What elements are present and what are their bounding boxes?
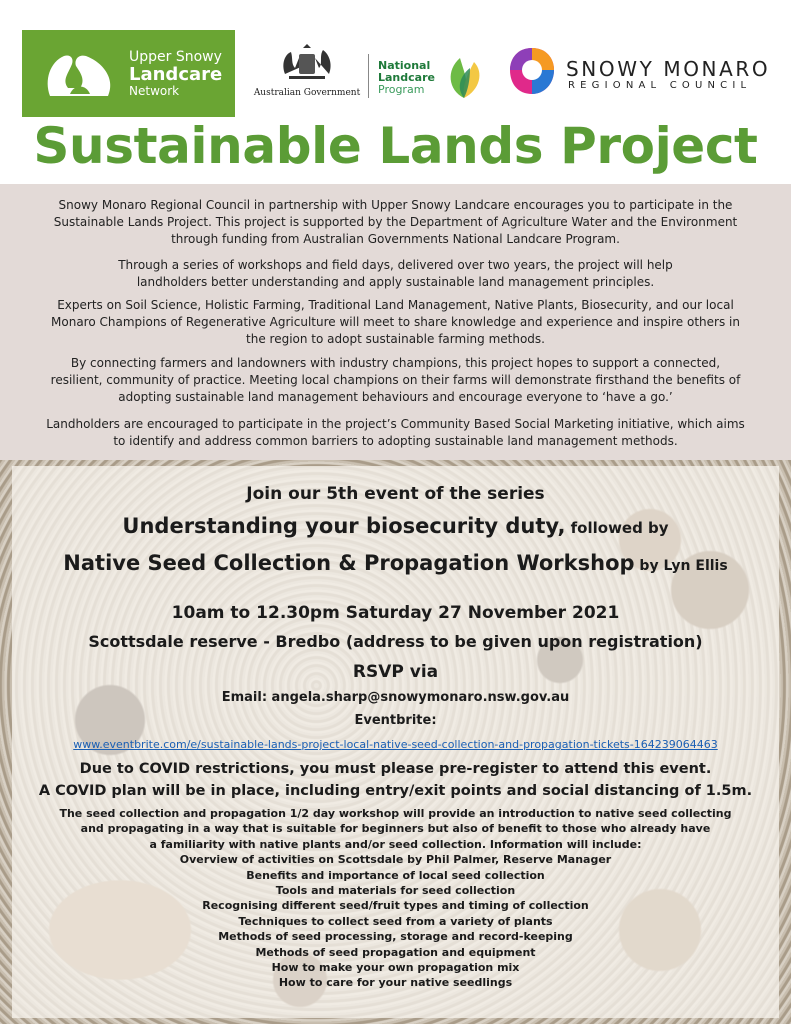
intro-p1-line: Sustainable Lands Project. This project is supported by the Department of Agriculture Water and the Environment bbox=[53, 215, 738, 229]
headline-2-main: Native Seed Collection & Propagation Workshop bbox=[63, 551, 635, 575]
topic-item: How to make your own propagation mix bbox=[271, 961, 520, 975]
event-time: 10am to 12.30pm Saturday 27 November 2021 bbox=[171, 603, 620, 623]
rsvp-email[interactable]: Email: angela.sharp@snowymonaro.nsw.gov.au bbox=[221, 690, 570, 705]
topic-item: Tools and materials for seed collection bbox=[275, 884, 516, 898]
topic-item: How to care for your native seedlings bbox=[278, 976, 513, 990]
event-headline-2 bbox=[0, 551, 791, 575]
covid-notice-1: Due to COVID restrictions, you must please pre-register to attend this event. bbox=[79, 761, 712, 777]
usl-line1: Upper Snowy bbox=[129, 49, 222, 65]
intro-paragraph-1 bbox=[20, 197, 771, 248]
topic-item: Recognising different seed/fruit types and timing of collection bbox=[202, 899, 589, 913]
description-line: a familiarity with native plants and/or seed collection. Information will include: bbox=[149, 837, 642, 851]
logo-divider bbox=[368, 54, 369, 98]
intro-paragraph-2 bbox=[20, 257, 771, 291]
leaf-icon bbox=[440, 54, 488, 100]
headline-1-main: Understanding your biosecurity duty, bbox=[122, 514, 566, 538]
regional-council-text: REGIONAL COUNCIL bbox=[568, 80, 752, 91]
usl-line2: Landcare bbox=[129, 64, 223, 86]
headline-2-tail: by Lyn Ellis bbox=[634, 558, 728, 574]
event-series-intro: Join our 5th event of the series bbox=[246, 484, 545, 504]
covid-notice-2: A COVID plan will be in place, including entry/exit points and social distancing of 1.5m. bbox=[38, 783, 753, 799]
intro-paragraph-4 bbox=[20, 355, 771, 406]
snowy-monaro-name: SNOWY MONARO bbox=[566, 57, 771, 81]
event-location: Scottsdale reserve - Bredbo (address to be given upon registration) bbox=[88, 632, 703, 651]
nlp-line3: Program bbox=[378, 83, 425, 97]
intro-section bbox=[0, 184, 791, 460]
rsvp-heading: RSVP via bbox=[352, 662, 439, 682]
topic-item: Overview of activities on Scottsdale by Phil Palmer, Reserve Manager bbox=[179, 853, 612, 867]
australian-government-text: Australian Government bbox=[253, 88, 361, 98]
australian-government-logo bbox=[252, 44, 362, 98]
topic-item: Techniques to collect seed from a variety of plants bbox=[238, 914, 553, 928]
topic-item: Methods of seed propagation and equipment bbox=[255, 945, 536, 959]
event-headline-1 bbox=[0, 514, 791, 538]
intro-p3-line: Monaro Champions of Regenerative Agriculture will meet to share knowledge and experience and inspire others in bbox=[51, 315, 740, 329]
intro-p4-line: adopting sustainable land management behaviours and encourage everyone to ‘have a go.’ bbox=[118, 390, 673, 404]
intro-p5-line: to identify and address common barriers to adopting sustainable land management methods. bbox=[113, 434, 678, 448]
topic-item: Methods of seed processing, storage and record-keeping bbox=[218, 930, 573, 944]
coat-of-arms-icon bbox=[279, 44, 335, 82]
header bbox=[0, 0, 791, 184]
description-line: The seed collection and propagation 1/2 day workshop will provide an introduction to native seed collecting bbox=[59, 807, 732, 820]
national-landcare-program-logo bbox=[378, 60, 435, 96]
workshop-details bbox=[20, 806, 771, 991]
intro-p4-line: resilient, community of practice. Meeting local champions on their farms will demonstrate firsthand the benefits of bbox=[50, 373, 741, 387]
nlp-line2: Landcare bbox=[378, 71, 435, 85]
description-line: and propagating in a way that is suitable for beginners but also of benefit to those who already have bbox=[80, 822, 711, 836]
eventbrite-link[interactable]: www.eventbrite.com/e/sustainable-lands-project-local-native-seed-collection-and-propagation-tickets-164239064463 bbox=[73, 738, 718, 751]
upper-snowy-landcare-logo bbox=[22, 30, 235, 117]
intro-p2-line: landholders better understanding and apply sustainable land management principles. bbox=[136, 275, 655, 289]
snowy-monaro-logo-mark-icon bbox=[508, 46, 556, 96]
intro-paragraph-3 bbox=[20, 297, 771, 348]
intro-p2-line: Through a series of workshops and field days, delivered over two years, the project will help bbox=[118, 258, 673, 272]
intro-p1-line: Snowy Monaro Regional Council in partnership with Upper Snowy Landcare encourages you to participate in the bbox=[58, 198, 733, 212]
intro-paragraph-5 bbox=[20, 416, 771, 450]
headline-1-tail: followed by bbox=[565, 519, 669, 537]
topic-item: Benefits and importance of local seed collection bbox=[246, 868, 545, 882]
eventbrite-label: Eventbrite: bbox=[354, 713, 437, 728]
intro-p4-line: By connecting farmers and landowners with industry champions, this project hopes to support a connected, bbox=[70, 356, 721, 370]
intro-p1-line: through funding from Australian Governments National Landcare Program. bbox=[171, 232, 620, 246]
hands-icon bbox=[40, 44, 120, 104]
usl-line3: Network bbox=[129, 83, 180, 98]
intro-p5-line: Landholders are encouraged to participate in the project’s Community Based Social Marketing initiative, which aims bbox=[46, 417, 745, 431]
nlp-line1: National bbox=[378, 59, 431, 72]
page-title: Sustainable Lands Project bbox=[33, 117, 758, 175]
intro-p3-line: Experts on Soil Science, Holistic Farming, Traditional Land Management, Native Plants, Biosecurity, and our local bbox=[57, 298, 734, 312]
intro-p3-line: the region to adopt sustainable farming methods. bbox=[246, 332, 545, 346]
